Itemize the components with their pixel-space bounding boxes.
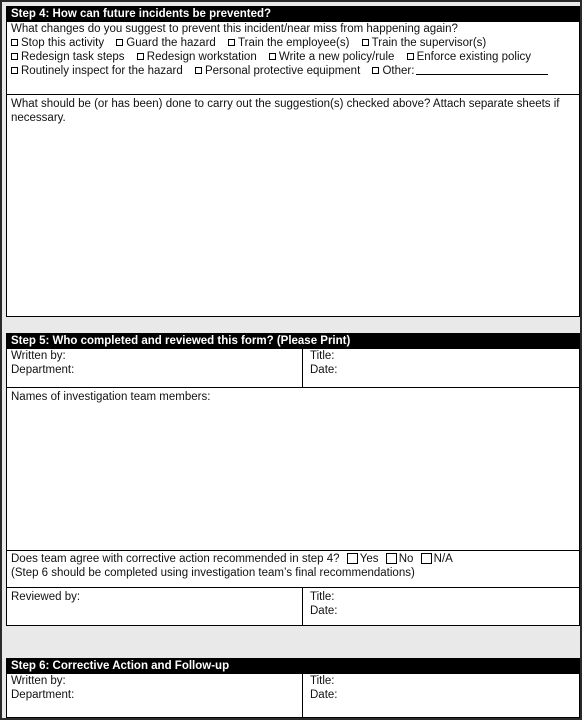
reviewed-row (7, 587, 579, 625)
checkbox-icon[interactable] (11, 39, 18, 46)
option-stop-activity[interactable]: Stop this activity (11, 37, 104, 49)
step6-department-label: Department: (11, 689, 75, 701)
step4-options-row3 (7, 64, 579, 80)
step4-options-row2 (7, 50, 579, 64)
option-redesign-task[interactable]: Redesign task steps (11, 51, 125, 63)
reviewed-by-label: Reviewed by: (11, 591, 81, 603)
agree-row (7, 550, 579, 587)
form-sheet (6, 6, 580, 718)
step6-written-by-label: Written by: (11, 675, 66, 687)
step4-question: What changes do you suggest to prevent this incident/near miss from happening again? (11, 23, 458, 35)
step4-section (6, 6, 580, 317)
checkbox-icon[interactable] (11, 53, 18, 60)
agree-line (11, 552, 579, 566)
checkbox-icon[interactable] (116, 39, 123, 46)
no-checkbox[interactable] (386, 553, 397, 564)
written-by-label: Written by: (11, 350, 66, 362)
checkbox-icon[interactable] (195, 67, 202, 74)
checkbox-icon[interactable] (137, 53, 144, 60)
step6-section (6, 658, 580, 718)
step6-author-row (7, 674, 579, 717)
step6-header: Step 6: Corrective Action and Follow-up (7, 659, 579, 674)
checkbox-icon[interactable] (269, 53, 276, 60)
na-checkbox[interactable] (421, 553, 432, 564)
step6-note: (Step 6 should be completed using investigation team’s final recommendations) (11, 567, 415, 579)
option-new-policy[interactable]: Write a new policy/rule (269, 51, 394, 63)
review-title-label: Title: (310, 591, 335, 603)
team-members-label: Names of investigation team members: (11, 391, 211, 403)
step6-title-date-field[interactable] (303, 674, 579, 717)
team-members-field[interactable] (7, 387, 579, 550)
checkbox-icon[interactable] (407, 53, 414, 60)
department-label: Department: (11, 364, 75, 376)
followup-area[interactable] (7, 94, 579, 316)
checkbox-icon[interactable] (11, 67, 18, 74)
step4-header: Step 4: How can future incidents be prevented? (7, 7, 579, 22)
other-text-field[interactable] (416, 64, 548, 75)
checkbox-icon[interactable] (228, 39, 235, 46)
yes-label: Yes (359, 553, 379, 565)
step6-title-label: Title: (310, 675, 335, 687)
agree-question: Does team agree with corrective action recommended in step 4? (11, 553, 340, 565)
review-date-label: Date: (310, 605, 338, 617)
option-train-supervisor[interactable]: Train the supervisor(s) (362, 37, 487, 49)
option-guard-hazard[interactable]: Guard the hazard (116, 37, 216, 49)
title-date-field[interactable] (303, 349, 579, 387)
reviewed-by-field[interactable] (7, 588, 303, 625)
checkbox-icon[interactable] (362, 39, 369, 46)
option-inspect-hazard[interactable]: Routinely inspect for the hazard (11, 65, 183, 77)
step4-options-row1 (7, 36, 579, 50)
no-label: No (398, 553, 414, 565)
na-label: N/A (433, 553, 453, 565)
yes-checkbox[interactable] (347, 553, 358, 564)
step5-header: Step 5: Who completed and reviewed this form? (Please Print) (7, 334, 579, 349)
written-by-field[interactable] (7, 349, 303, 387)
title-label: Title: (310, 350, 335, 362)
option-enforce-policy[interactable]: Enforce existing policy (407, 51, 531, 63)
checkbox-icon[interactable] (372, 67, 379, 74)
review-title-date-field[interactable] (303, 588, 579, 625)
section-gap (6, 626, 580, 658)
step5-section (6, 333, 580, 626)
option-other[interactable]: Other: (372, 65, 548, 77)
section-gap (6, 317, 580, 333)
followup-prompt: What should be (or has been) done to carry out the suggestion(s) checked above? Attach separate sheets if necessary. (11, 98, 560, 124)
step6-date-label: Date: (310, 689, 338, 701)
date-label: Date: (310, 364, 338, 376)
option-ppe[interactable]: Personal protective equipment (195, 65, 360, 77)
step6-written-by-field[interactable] (7, 674, 303, 717)
option-redesign-workstation[interactable]: Redesign workstation (137, 51, 257, 63)
option-train-employee[interactable]: Train the employee(s) (228, 37, 349, 49)
step5-author-row (7, 349, 579, 387)
